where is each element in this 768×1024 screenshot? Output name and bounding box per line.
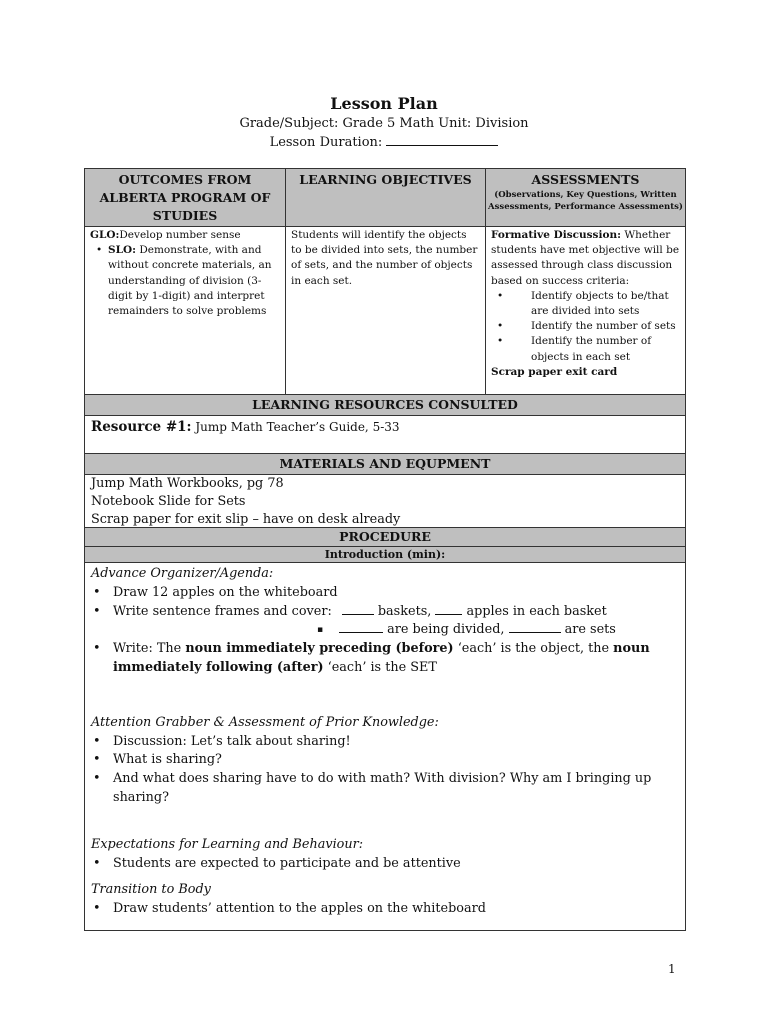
slo-text: Demonstrate, with and without concrete materials, an understanding of division (3-digit by 1-digit) and interpret remainders to solve problems — [108, 244, 272, 318]
blank-line — [342, 603, 374, 615]
frames-baskets: baskets, — [377, 603, 432, 619]
outcomes-header: OUTCOMES FROM ALBERTA PROGRAM OF STUDIES — [85, 169, 285, 227]
assessments-body — [486, 228, 685, 380]
attention-item: • Discussion: Let’s talk about sharing! — [91, 733, 679, 752]
write-the: The — [156, 641, 186, 657]
formative-discussion — [491, 228, 680, 289]
criteria-item: • Identify the number of objects in each set — [509, 334, 680, 364]
outcomes-column — [85, 169, 286, 394]
resource-text: Jump Math Teacher’s Guide, 5-33 — [195, 420, 400, 434]
materials-item: Jump Math Workbooks, pg 78 — [91, 476, 284, 491]
slo-label: SLO: — [108, 244, 136, 257]
document-header — [0, 94, 768, 152]
page-number: 1 — [668, 962, 676, 976]
glo-line — [90, 228, 280, 243]
procedure-section — [84, 527, 686, 931]
materials-list — [85, 475, 685, 531]
exit-card-line: Scrap paper exit card — [491, 365, 618, 378]
frames-lead: Write sentence frames and cover: — [113, 603, 332, 619]
materials-item: Notebook Slide for Sets — [91, 494, 246, 509]
criteria-item: • Identify objects to be/that are divided into sets — [509, 289, 680, 319]
resources-heading: LEARNING RESOURCES CONSULTED — [85, 394, 685, 416]
write-end: ‘each’ is the SET — [323, 659, 437, 675]
advance-organizer-heading: Advance Organizer/Agenda: — [91, 566, 274, 581]
success-criteria-list — [491, 289, 680, 365]
procedure-heading: PROCEDURE — [85, 527, 685, 547]
materials-item: Scrap paper for exit slip – have on desk already — [91, 512, 401, 527]
criteria-item: • Identify the number of sets — [509, 319, 680, 334]
frames-apples: apples in each basket — [466, 603, 607, 619]
materials-heading: MATERIALS AND EQUPMENT — [85, 453, 685, 475]
objective-text: Students will identify the objects to be divided into sets, the number of sets, and the number of objects in each set. — [291, 229, 478, 287]
slo-item — [108, 243, 280, 319]
assessments-header — [486, 169, 685, 227]
attention-item: • What is sharing? — [91, 751, 679, 770]
blank-line — [435, 603, 462, 615]
write-item — [91, 640, 679, 678]
write-label: Write: — [113, 641, 157, 657]
draw-apples-item: • Draw 12 apples on the whiteboard — [91, 584, 679, 603]
transition-item: • Draw students’ attention to the apples on the whiteboard — [91, 900, 679, 919]
procedure-body — [85, 563, 685, 921]
frames-divided: are being divided, — [387, 622, 505, 638]
formative-label: Formative Discussion: — [491, 229, 621, 241]
write-mid: ‘each’ is the object, the — [453, 641, 614, 657]
resources-section — [84, 394, 686, 454]
glo-text: Develop number sense — [119, 229, 241, 241]
sentence-frames-item — [91, 603, 679, 622]
lesson-duration-blank — [386, 134, 498, 146]
assessments-column — [486, 169, 685, 394]
blank-line — [509, 621, 561, 633]
expectations-heading: Expectations for Learning and Behaviour: — [91, 836, 364, 852]
attention-heading: Attention Grabber & Assessment of Prior Knowledge: — [91, 714, 439, 730]
write-bold-before: noun immediately preceding (before) — [185, 641, 454, 657]
resource-line — [85, 416, 685, 439]
lesson-duration-line — [0, 133, 768, 152]
introduction-heading: Introduction (min): — [85, 547, 685, 563]
objectives-column — [286, 169, 486, 394]
blank-line — [339, 621, 383, 633]
outcomes-body — [85, 228, 285, 319]
attention-item: • And what does sharing have to do with math? With division? Why am I bringing up sharing? — [91, 770, 679, 808]
slo-list — [90, 243, 280, 319]
frames-sets: are sets — [564, 622, 616, 638]
write-bold-after: noun immediately following (after) — [113, 641, 650, 675]
sentence-frame-subitem — [91, 621, 679, 640]
lesson-duration-label: Lesson Duration: — [269, 135, 387, 150]
grade-subject-line: Grade/Subject: Grade 5 Math Unit: Division — [239, 116, 529, 131]
objectives-header: LEARNING OBJECTIVES — [286, 169, 485, 227]
assessments-note: (Observations, Key Questions, Written Assessments, Performance Assessments) — [488, 190, 683, 212]
glo-label: GLO: — [90, 229, 120, 241]
expectations-item: • Students are expected to participate and be attentive — [91, 855, 679, 874]
transition-heading: Transition to Body — [91, 882, 211, 898]
assessments-title: ASSESSMENTS — [531, 172, 640, 187]
outcomes-table — [84, 168, 686, 395]
page-title: Lesson Plan — [330, 94, 438, 113]
formative-text: Whether students have met objective will be assessed through class discussion based on success criteria: — [491, 229, 680, 287]
materials-section — [84, 453, 686, 529]
resource-label: Resource #1: — [91, 419, 192, 435]
